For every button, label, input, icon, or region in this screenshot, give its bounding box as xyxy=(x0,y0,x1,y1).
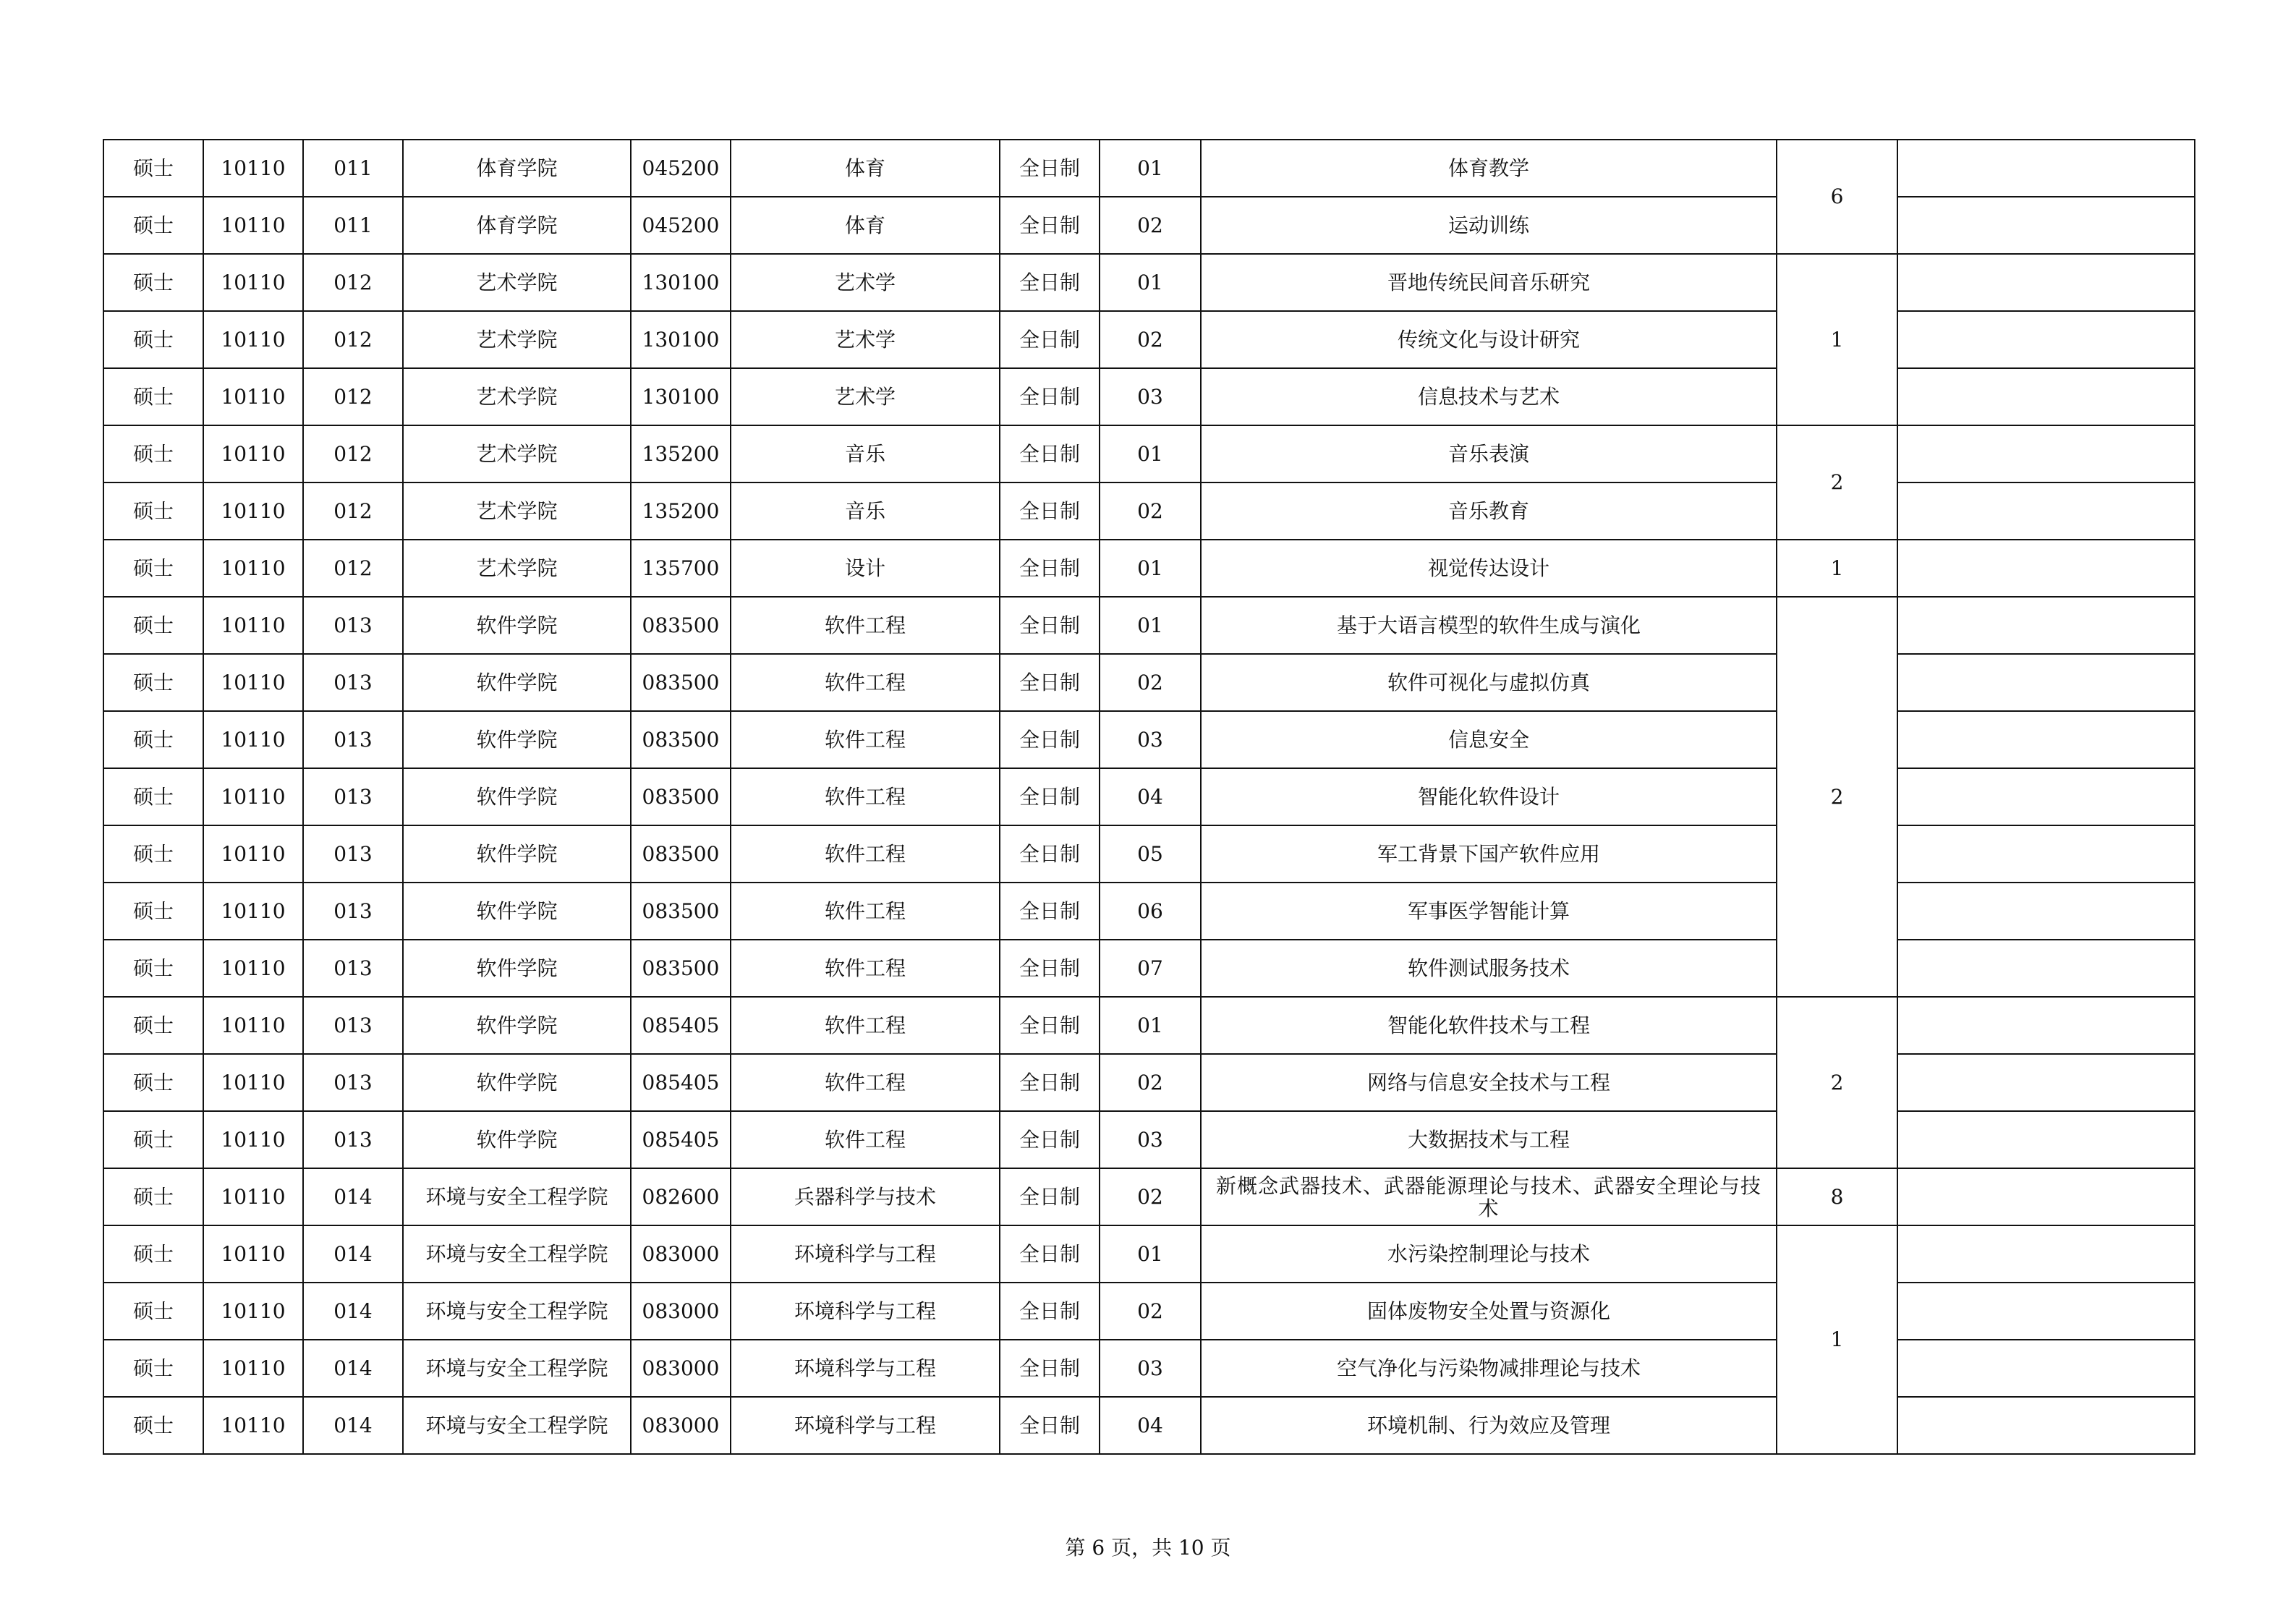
remarks-cell xyxy=(1897,1111,2195,1168)
degree-level-cell: 硕士 xyxy=(103,883,203,940)
study-mode-cell: 全日制 xyxy=(1000,1168,1100,1225)
table-row xyxy=(103,1225,2195,1283)
remarks-cell xyxy=(1897,997,2195,1054)
table-row xyxy=(103,425,2195,482)
study-mode-cell: 全日制 xyxy=(1000,1397,1100,1454)
unit-code-cell: 10110 xyxy=(203,997,303,1054)
major-code-cell: 083500 xyxy=(631,711,731,768)
table-row xyxy=(103,997,2195,1054)
department-cell: 艺术学院 xyxy=(403,540,631,597)
degree-level-cell: 硕士 xyxy=(103,940,203,997)
remarks-cell xyxy=(1897,768,2195,825)
study-mode-cell: 全日制 xyxy=(1000,140,1100,197)
degree-level-cell: 硕士 xyxy=(103,768,203,825)
research-direction-cell: 视觉传达设计 xyxy=(1201,540,1777,597)
department-code-cell: 014 xyxy=(303,1340,403,1397)
study-mode-cell: 全日制 xyxy=(1000,1111,1100,1168)
direction-code-cell: 07 xyxy=(1100,940,1201,997)
study-mode-cell: 全日制 xyxy=(1000,883,1100,940)
table-row xyxy=(103,254,2195,311)
degree-level-cell: 硕士 xyxy=(103,140,203,197)
department-code-cell: 011 xyxy=(303,140,403,197)
major-cell: 艺术学 xyxy=(731,254,1000,311)
major-cell: 软件工程 xyxy=(731,883,1000,940)
remarks-cell xyxy=(1897,883,2195,940)
department-code-cell: 012 xyxy=(303,254,403,311)
department-cell: 环境与安全工程学院 xyxy=(403,1225,631,1283)
study-mode-cell: 全日制 xyxy=(1000,597,1100,654)
table-row xyxy=(103,540,2195,597)
major-code-cell: 083000 xyxy=(631,1283,731,1340)
direction-code-cell: 02 xyxy=(1100,1168,1201,1225)
study-mode-cell: 全日制 xyxy=(1000,311,1100,368)
major-cell: 环境科学与工程 xyxy=(731,1225,1000,1283)
major-cell: 设计 xyxy=(731,540,1000,597)
department-code-cell: 013 xyxy=(303,768,403,825)
direction-code-cell: 02 xyxy=(1100,311,1201,368)
major-code-cell: 083000 xyxy=(631,1397,731,1454)
degree-level-cell: 硕士 xyxy=(103,1168,203,1225)
major-cell: 软件工程 xyxy=(731,1111,1000,1168)
degree-level-cell: 硕士 xyxy=(103,1111,203,1168)
study-mode-cell: 全日制 xyxy=(1000,654,1100,711)
major-code-cell: 083500 xyxy=(631,940,731,997)
department-code-cell: 013 xyxy=(303,825,403,883)
unit-code-cell: 10110 xyxy=(203,940,303,997)
major-cell: 艺术学 xyxy=(731,311,1000,368)
direction-code-cell: 01 xyxy=(1100,140,1201,197)
major-code-cell: 083000 xyxy=(631,1340,731,1397)
major-code-cell: 135200 xyxy=(631,482,731,540)
research-direction-cell: 软件可视化与虚拟仿真 xyxy=(1201,654,1777,711)
major-code-cell: 083000 xyxy=(631,1225,731,1283)
unit-code-cell: 10110 xyxy=(203,597,303,654)
department-code-cell: 012 xyxy=(303,311,403,368)
degree-level-cell: 硕士 xyxy=(103,197,203,254)
direction-code-cell: 02 xyxy=(1100,1054,1201,1111)
remarks-cell xyxy=(1897,597,2195,654)
major-code-cell: 135200 xyxy=(631,425,731,482)
department-cell: 软件学院 xyxy=(403,997,631,1054)
unit-code-cell: 10110 xyxy=(203,711,303,768)
major-cell: 环境科学与工程 xyxy=(731,1397,1000,1454)
degree-level-cell: 硕士 xyxy=(103,654,203,711)
major-cell: 软件工程 xyxy=(731,654,1000,711)
degree-level-cell: 硕士 xyxy=(103,1397,203,1454)
remarks-cell xyxy=(1897,540,2195,597)
research-direction-cell: 大数据技术与工程 xyxy=(1201,1111,1777,1168)
department-cell: 软件学院 xyxy=(403,768,631,825)
department-cell: 体育学院 xyxy=(403,197,631,254)
research-direction-cell: 体育教学 xyxy=(1201,140,1777,197)
research-direction-cell: 音乐教育 xyxy=(1201,482,1777,540)
direction-code-cell: 01 xyxy=(1100,425,1201,482)
quota-cell: 2 xyxy=(1777,597,1897,997)
major-code-cell: 130100 xyxy=(631,368,731,425)
direction-code-cell: 03 xyxy=(1100,1111,1201,1168)
major-code-cell: 130100 xyxy=(631,254,731,311)
major-cell: 软件工程 xyxy=(731,997,1000,1054)
study-mode-cell: 全日制 xyxy=(1000,540,1100,597)
unit-code-cell: 10110 xyxy=(203,1168,303,1225)
research-direction-cell: 音乐表演 xyxy=(1201,425,1777,482)
unit-code-cell: 10110 xyxy=(203,883,303,940)
department-cell: 环境与安全工程学院 xyxy=(403,1340,631,1397)
department-cell: 环境与安全工程学院 xyxy=(403,1168,631,1225)
department-cell: 环境与安全工程学院 xyxy=(403,1283,631,1340)
direction-code-cell: 01 xyxy=(1100,1225,1201,1283)
major-code-cell: 083500 xyxy=(631,654,731,711)
remarks-cell xyxy=(1897,425,2195,482)
study-mode-cell: 全日制 xyxy=(1000,825,1100,883)
unit-code-cell: 10110 xyxy=(203,482,303,540)
remarks-cell xyxy=(1897,482,2195,540)
remarks-cell xyxy=(1897,254,2195,311)
research-direction-cell: 固体废物安全处置与资源化 xyxy=(1201,1283,1777,1340)
direction-code-cell: 01 xyxy=(1100,597,1201,654)
degree-level-cell: 硕士 xyxy=(103,1054,203,1111)
major-code-cell: 085405 xyxy=(631,1054,731,1111)
department-code-cell: 013 xyxy=(303,654,403,711)
quota-cell: 1 xyxy=(1777,254,1897,425)
table-row xyxy=(103,1168,2195,1225)
research-direction-cell: 传统文化与设计研究 xyxy=(1201,311,1777,368)
major-cell: 体育 xyxy=(731,197,1000,254)
research-direction-cell: 智能化软件设计 xyxy=(1201,768,1777,825)
department-code-cell: 013 xyxy=(303,597,403,654)
unit-code-cell: 10110 xyxy=(203,425,303,482)
research-direction-cell: 军工背景下国产软件应用 xyxy=(1201,825,1777,883)
direction-code-cell: 01 xyxy=(1100,997,1201,1054)
quota-cell: 1 xyxy=(1777,540,1897,597)
study-mode-cell: 全日制 xyxy=(1000,1283,1100,1340)
department-code-cell: 011 xyxy=(303,197,403,254)
unit-code-cell: 10110 xyxy=(203,654,303,711)
department-code-cell: 013 xyxy=(303,883,403,940)
remarks-cell xyxy=(1897,311,2195,368)
remarks-cell xyxy=(1897,1168,2195,1225)
remarks-cell xyxy=(1897,711,2195,768)
direction-code-cell: 02 xyxy=(1100,654,1201,711)
department-cell: 软件学院 xyxy=(403,1054,631,1111)
remarks-cell xyxy=(1897,654,2195,711)
page-footer: 第 6 页，共 10 页 xyxy=(1065,1536,1231,1560)
major-code-cell: 045200 xyxy=(631,140,731,197)
department-cell: 软件学院 xyxy=(403,711,631,768)
department-code-cell: 013 xyxy=(303,711,403,768)
direction-code-cell: 01 xyxy=(1100,540,1201,597)
major-cell: 软件工程 xyxy=(731,825,1000,883)
unit-code-cell: 10110 xyxy=(203,1283,303,1340)
quota-cell: 2 xyxy=(1777,997,1897,1168)
department-code-cell: 012 xyxy=(303,482,403,540)
department-cell: 艺术学院 xyxy=(403,254,631,311)
major-code-cell: 083500 xyxy=(631,768,731,825)
degree-level-cell: 硕士 xyxy=(103,311,203,368)
quota-cell: 8 xyxy=(1777,1168,1897,1225)
degree-level-cell: 硕士 xyxy=(103,997,203,1054)
department-cell: 软件学院 xyxy=(403,654,631,711)
enrollment-table xyxy=(103,139,2195,1455)
direction-code-cell: 04 xyxy=(1100,1397,1201,1454)
department-code-cell: 012 xyxy=(303,540,403,597)
degree-level-cell: 硕士 xyxy=(103,425,203,482)
major-code-cell: 083500 xyxy=(631,883,731,940)
direction-code-cell: 03 xyxy=(1100,1340,1201,1397)
major-cell: 音乐 xyxy=(731,425,1000,482)
major-cell: 音乐 xyxy=(731,482,1000,540)
degree-level-cell: 硕士 xyxy=(103,1283,203,1340)
direction-code-cell: 03 xyxy=(1100,711,1201,768)
research-direction-cell: 信息安全 xyxy=(1201,711,1777,768)
degree-level-cell: 硕士 xyxy=(103,254,203,311)
study-mode-cell: 全日制 xyxy=(1000,1054,1100,1111)
study-mode-cell: 全日制 xyxy=(1000,482,1100,540)
major-code-cell: 082600 xyxy=(631,1168,731,1225)
degree-level-cell: 硕士 xyxy=(103,711,203,768)
department-code-cell: 013 xyxy=(303,940,403,997)
research-direction-cell: 环境机制、行为效应及管理 xyxy=(1201,1397,1777,1454)
study-mode-cell: 全日制 xyxy=(1000,254,1100,311)
unit-code-cell: 10110 xyxy=(203,540,303,597)
department-cell: 艺术学院 xyxy=(403,311,631,368)
research-direction-cell: 水污染控制理论与技术 xyxy=(1201,1225,1777,1283)
department-code-cell: 013 xyxy=(303,997,403,1054)
remarks-cell xyxy=(1897,1340,2195,1397)
major-cell: 软件工程 xyxy=(731,768,1000,825)
major-cell: 软件工程 xyxy=(731,1054,1000,1111)
department-code-cell: 014 xyxy=(303,1225,403,1283)
unit-code-cell: 10110 xyxy=(203,368,303,425)
table-body xyxy=(103,140,2195,1454)
research-direction-cell: 晋地传统民间音乐研究 xyxy=(1201,254,1777,311)
major-cell: 体育 xyxy=(731,140,1000,197)
remarks-cell xyxy=(1897,825,2195,883)
direction-code-cell: 03 xyxy=(1100,368,1201,425)
unit-code-cell: 10110 xyxy=(203,825,303,883)
direction-code-cell: 02 xyxy=(1100,1283,1201,1340)
department-code-cell: 014 xyxy=(303,1283,403,1340)
remarks-cell xyxy=(1897,1397,2195,1454)
study-mode-cell: 全日制 xyxy=(1000,425,1100,482)
department-code-cell: 013 xyxy=(303,1111,403,1168)
department-cell: 体育学院 xyxy=(403,140,631,197)
table-row xyxy=(103,140,2195,197)
unit-code-cell: 10110 xyxy=(203,1225,303,1283)
unit-code-cell: 10110 xyxy=(203,1397,303,1454)
direction-code-cell: 04 xyxy=(1100,768,1201,825)
remarks-cell xyxy=(1897,940,2195,997)
study-mode-cell: 全日制 xyxy=(1000,940,1100,997)
research-direction-cell: 运动训练 xyxy=(1201,197,1777,254)
research-direction-cell: 军事医学智能计算 xyxy=(1201,883,1777,940)
major-cell: 软件工程 xyxy=(731,940,1000,997)
department-cell: 艺术学院 xyxy=(403,368,631,425)
direction-code-cell: 06 xyxy=(1100,883,1201,940)
study-mode-cell: 全日制 xyxy=(1000,1340,1100,1397)
study-mode-cell: 全日制 xyxy=(1000,711,1100,768)
research-direction-cell: 信息技术与艺术 xyxy=(1201,368,1777,425)
degree-level-cell: 硕士 xyxy=(103,368,203,425)
department-cell: 艺术学院 xyxy=(403,425,631,482)
remarks-cell xyxy=(1897,1283,2195,1340)
direction-code-cell: 02 xyxy=(1100,197,1201,254)
major-code-cell: 045200 xyxy=(631,197,731,254)
department-cell: 艺术学院 xyxy=(403,482,631,540)
study-mode-cell: 全日制 xyxy=(1000,1225,1100,1283)
major-code-cell: 083500 xyxy=(631,597,731,654)
department-code-cell: 012 xyxy=(303,368,403,425)
department-code-cell: 013 xyxy=(303,1054,403,1111)
unit-code-cell: 10110 xyxy=(203,311,303,368)
major-code-cell: 085405 xyxy=(631,997,731,1054)
unit-code-cell: 10110 xyxy=(203,1340,303,1397)
major-cell: 软件工程 xyxy=(731,597,1000,654)
study-mode-cell: 全日制 xyxy=(1000,768,1100,825)
research-direction-cell: 智能化软件技术与工程 xyxy=(1201,997,1777,1054)
department-cell: 环境与安全工程学院 xyxy=(403,1397,631,1454)
unit-code-cell: 10110 xyxy=(203,1111,303,1168)
degree-level-cell: 硕士 xyxy=(103,540,203,597)
quota-cell: 6 xyxy=(1777,140,1897,254)
major-cell: 艺术学 xyxy=(731,368,1000,425)
direction-code-cell: 05 xyxy=(1100,825,1201,883)
quota-cell: 1 xyxy=(1777,1225,1897,1454)
unit-code-cell: 10110 xyxy=(203,197,303,254)
research-direction-cell: 空气净化与污染物减排理论与技术 xyxy=(1201,1340,1777,1397)
degree-level-cell: 硕士 xyxy=(103,482,203,540)
unit-code-cell: 10110 xyxy=(203,140,303,197)
unit-code-cell: 10110 xyxy=(203,1054,303,1111)
major-cell: 兵器科学与技术 xyxy=(731,1168,1000,1225)
remarks-cell xyxy=(1897,197,2195,254)
research-direction-cell: 基于大语言模型的软件生成与演化 xyxy=(1201,597,1777,654)
degree-level-cell: 硕士 xyxy=(103,1340,203,1397)
remarks-cell xyxy=(1897,1225,2195,1283)
remarks-cell xyxy=(1897,368,2195,425)
research-direction-cell: 新概念武器技术、武器能源理论与技术、武器安全理论与技术 xyxy=(1201,1168,1777,1225)
department-code-cell: 012 xyxy=(303,425,403,482)
major-code-cell: 135700 xyxy=(631,540,731,597)
quota-cell: 2 xyxy=(1777,425,1897,540)
study-mode-cell: 全日制 xyxy=(1000,368,1100,425)
department-cell: 软件学院 xyxy=(403,1111,631,1168)
research-direction-cell: 网络与信息安全技术与工程 xyxy=(1201,1054,1777,1111)
direction-code-cell: 01 xyxy=(1100,254,1201,311)
major-code-cell: 130100 xyxy=(631,311,731,368)
department-cell: 软件学院 xyxy=(403,883,631,940)
major-cell: 环境科学与工程 xyxy=(731,1283,1000,1340)
degree-level-cell: 硕士 xyxy=(103,825,203,883)
major-code-cell: 083500 xyxy=(631,825,731,883)
department-cell: 软件学院 xyxy=(403,597,631,654)
department-code-cell: 014 xyxy=(303,1397,403,1454)
major-cell: 软件工程 xyxy=(731,711,1000,768)
degree-level-cell: 硕士 xyxy=(103,597,203,654)
major-cell: 环境科学与工程 xyxy=(731,1340,1000,1397)
degree-level-cell: 硕士 xyxy=(103,1225,203,1283)
table-row xyxy=(103,597,2195,654)
research-direction-cell: 软件测试服务技术 xyxy=(1201,940,1777,997)
study-mode-cell: 全日制 xyxy=(1000,197,1100,254)
department-cell: 软件学院 xyxy=(403,940,631,997)
remarks-cell xyxy=(1897,1054,2195,1111)
study-mode-cell: 全日制 xyxy=(1000,997,1100,1054)
unit-code-cell: 10110 xyxy=(203,254,303,311)
department-cell: 软件学院 xyxy=(403,825,631,883)
major-code-cell: 085405 xyxy=(631,1111,731,1168)
unit-code-cell: 10110 xyxy=(203,768,303,825)
department-code-cell: 014 xyxy=(303,1168,403,1225)
direction-code-cell: 02 xyxy=(1100,482,1201,540)
remarks-cell xyxy=(1897,140,2195,197)
